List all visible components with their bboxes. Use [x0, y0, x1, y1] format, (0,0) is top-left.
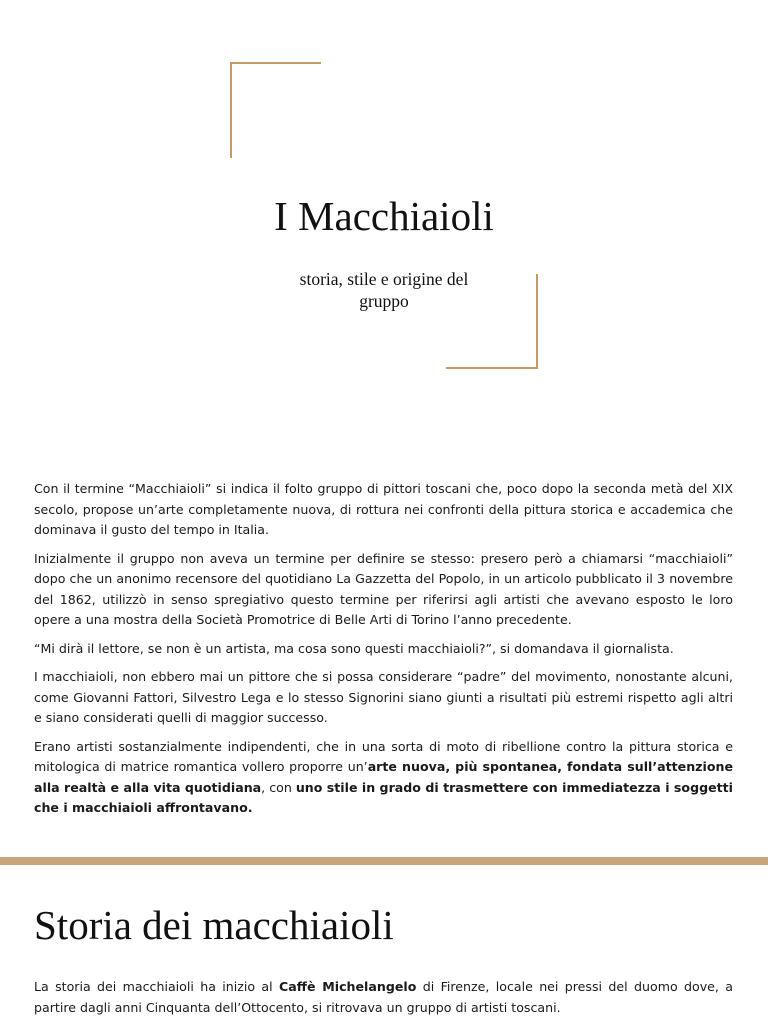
- intro-paragraph: Con il termine “Macchiaioli” si indica il folto gruppo di pittori toscani che, poco dopo la seconda metà del XIX secolo, propose un’arte completamente nuova, di rottura nei confronti della pittura storica e accademica che dominava il gusto del tempo in Italia.: [34, 481, 733, 537]
- intro-paragraph: Inizialmente il gruppo non aveva un termine per definire se stesso: presero però a chiamarsi “macchiaioli” dopo che un anonimo recensore del quotidiano La Gazzetta del Popolo, in un articolo pubblicato il 3 novembre del 1862, utilizzò in senso spregiativo questo termine per riferirsi agli artisti che avevano esposto le loro opere a una mostra della Società Promotrice di Belle Arti di Torino l’anno precedente.: [34, 550, 733, 627]
- section-text: [34, 977, 733, 1018]
- text-run: , con: [261, 779, 296, 795]
- intro-paragraph: I macchiaioli, non ebbero mai un pittore che si possa considerare “padre” del movimento, nonostante alcuni, come Giovanni Fattori, Silvestro Lega e lo stesso Signorini siano giunti a risultati più estremi rispetto agli altri e siano considerati quelli di maggior successo.: [34, 669, 733, 725]
- corner-frame-top-left-vertical: [230, 62, 232, 158]
- quote-paragraph: “Mi dirà il lettore, se non è un artista, ma cosa sono questi macchiaioli?”, si domandava il giornalista.: [34, 640, 674, 656]
- section-paragraph: [34, 977, 733, 1018]
- intro-text: [34, 479, 733, 827]
- bold-text: arte nuova, più spontanea, fondata sull’attenzione alla realtà e alla vita quotidiana: [34, 759, 733, 795]
- cover-section: [0, 0, 768, 460]
- cover-subtitle: storia, stile e origine del gruppo: [299, 269, 469, 311]
- bold-text: uno stile in grado di trasmettere con immediatezza i soggetti che i macchiaioli affrontavano.: [34, 779, 733, 815]
- corner-frame-bottom-right-vertical: [536, 274, 538, 369]
- bold-text: Caffè Michelangelo: [279, 979, 417, 994]
- section-divider: [0, 857, 768, 865]
- text-run: La storia dei macchiaioli ha inizio al: [34, 979, 280, 994]
- cover-title: I Macchiaioli: [274, 193, 494, 239]
- corner-frame-top-left: [230, 62, 321, 64]
- corner-frame-bottom-right: [446, 367, 538, 369]
- text-run: Erano artisti sostanzialmente indipendenti, che in una sorta di moto di ribellione contro la pittura storica e mitologica di matrice romantica vollero proporre un’: [34, 738, 733, 774]
- section-title: Storia dei macchiaioli: [34, 902, 394, 948]
- text-run: di Firenze, locale nei pressi del duomo dove, a partire dagli anni Cinquanta dell’Ottocento, si ritrovava un gruppo di artisti toscani.: [34, 979, 733, 1015]
- intro-paragraph: [34, 737, 733, 819]
